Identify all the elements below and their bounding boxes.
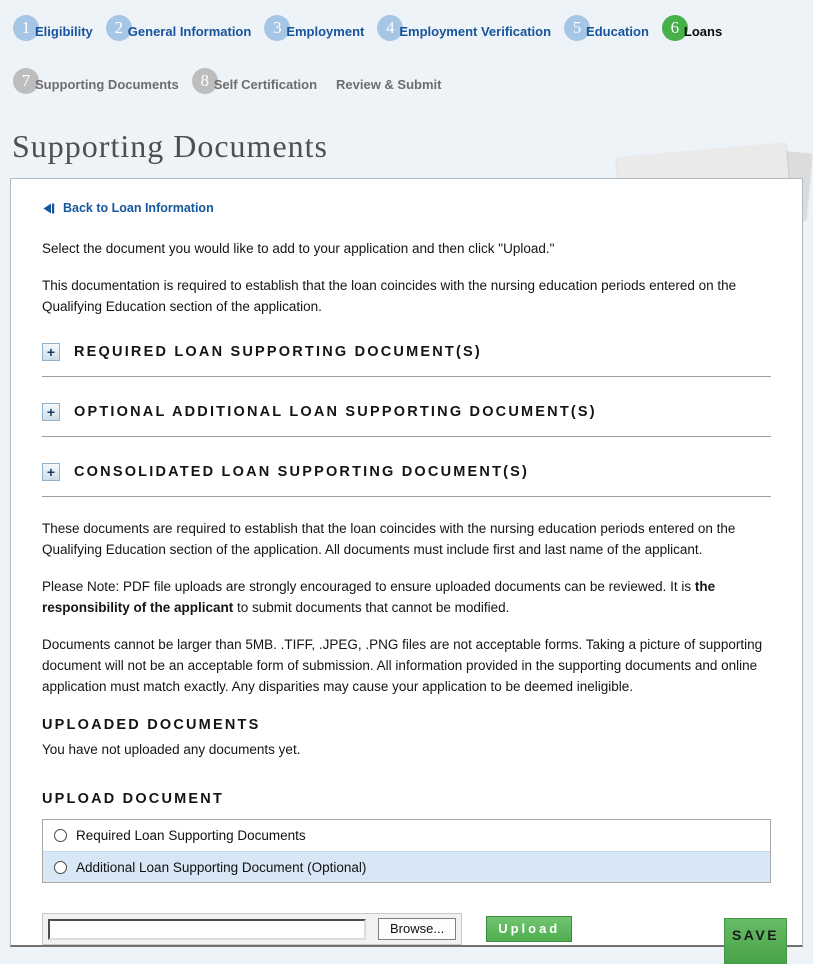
step-label: Self Certification xyxy=(213,77,318,92)
intro-text-2: This documentation is required to establish that the loan coincides with the nursing education periods entered on the Qualifying Education section of the application. xyxy=(42,278,737,314)
requirements-text: These documents are required to establish that the loan coincides with the nursing education periods entered on the Qualifying Education section of the application. All documents must include first and last name of the applicant. xyxy=(42,521,736,557)
radio-icon[interactable] xyxy=(54,829,67,842)
step-number-badge: 2 xyxy=(106,15,132,41)
step-self-certification[interactable] xyxy=(192,68,317,94)
step-label: Education xyxy=(586,24,649,39)
section-divider xyxy=(42,436,771,437)
save-button[interactable]: SAVE xyxy=(724,918,787,964)
section-optional-additional-documents xyxy=(42,403,771,437)
section-title: OPTIONAL ADDITIONAL LOAN SUPPORTING DOCUMENT(S) xyxy=(74,404,597,420)
step-number-badge: 7 xyxy=(13,68,39,94)
back-to-loan-information-link[interactable] xyxy=(42,201,214,215)
option-label: Additional Loan Supporting Document (Optional) xyxy=(76,859,367,875)
step-number-badge: 5 xyxy=(564,15,590,41)
file-path-input[interactable] xyxy=(48,919,366,940)
section-consolidated-loan-documents xyxy=(42,463,771,497)
option-label: Required Loan Supporting Documents xyxy=(76,828,306,843)
section-divider xyxy=(42,376,771,377)
section-required-loan-documents xyxy=(42,343,771,377)
document-type-option-box xyxy=(42,819,771,883)
upload-button[interactable]: Upload xyxy=(486,916,572,942)
step-number-badge: 8 xyxy=(192,68,218,94)
step-loans[interactable] xyxy=(662,15,722,41)
step-general-information[interactable] xyxy=(106,15,252,41)
file-upload-row xyxy=(42,913,771,945)
section-title: REQUIRED LOAN SUPPORTING DOCUMENT(S) xyxy=(74,344,482,360)
please-note-bold: the responsibility of the applicant xyxy=(42,579,716,615)
upload-document-heading: UPLOAD DOCUMENT xyxy=(42,791,225,807)
expand-plus-icon[interactable]: + xyxy=(42,463,60,481)
page-title: Supporting Documents xyxy=(12,128,328,164)
step-label: Review & Submit xyxy=(336,77,442,92)
step-row-2 xyxy=(13,68,813,94)
step-row-1 xyxy=(13,15,813,41)
step-review-submit[interactable] xyxy=(330,77,441,94)
supporting-documents-panel xyxy=(10,178,803,947)
uploaded-documents-heading: UPLOADED DOCUMENTS xyxy=(42,717,261,733)
section-title: CONSOLIDATED LOAN SUPPORTING DOCUMENT(S) xyxy=(74,464,530,480)
expand-plus-icon[interactable]: + xyxy=(42,403,60,421)
step-number-badge: 3 xyxy=(264,15,290,41)
please-note-text xyxy=(42,576,771,618)
step-number-badge: 6 xyxy=(662,15,688,41)
step-label: Eligibility xyxy=(35,24,93,39)
option-additional-loan-document[interactable] xyxy=(43,851,770,882)
browse-button[interactable]: Browse... xyxy=(378,918,456,940)
step-label: Employment xyxy=(286,24,365,39)
please-note-prefix: Please Note: PDF file uploads are strongly encouraged to ensure uploaded documents can be reviewed. It is xyxy=(42,579,695,594)
section-divider xyxy=(42,496,771,497)
please-note-suffix: to submit documents that cannot be modified. xyxy=(233,600,510,615)
step-employment[interactable] xyxy=(264,15,364,41)
collapsible-sections xyxy=(42,343,771,497)
back-link-label: Back to Loan Information xyxy=(63,201,214,215)
expand-plus-icon[interactable]: + xyxy=(42,343,60,361)
option-required-loan-documents[interactable] xyxy=(43,820,770,851)
file-picker-widget xyxy=(42,913,462,945)
step-supporting-documents[interactable] xyxy=(13,68,179,94)
step-employment-verification[interactable] xyxy=(377,15,551,41)
uploaded-documents-empty-text: You have not uploaded any documents yet. xyxy=(42,742,301,757)
step-label: Loans xyxy=(683,24,723,39)
step-education[interactable] xyxy=(564,15,649,41)
step-eligibility[interactable] xyxy=(13,15,93,41)
intro-text-1: Select the document you would like to add to your application and then click "Upload." xyxy=(42,241,555,256)
step-label: Employment Verification xyxy=(399,24,552,39)
radio-icon[interactable] xyxy=(54,861,67,874)
step-number-badge: 1 xyxy=(13,15,39,41)
file-restrictions-text: Documents cannot be larger than 5MB. .TIFF, .JPEG, .PNG files are not acceptable forms. Taking a picture of supporting document will not be an acceptable form of submission. All information provided in the supporting documents and online application must match exactly. Any disparities may cause your application to be deemed ineligible. xyxy=(42,637,763,694)
step-wizard xyxy=(0,0,813,94)
step-number-badge: 4 xyxy=(377,15,403,41)
back-arrow-icon xyxy=(42,202,56,215)
step-label: General Information xyxy=(127,24,252,39)
step-label: Supporting Documents xyxy=(35,77,179,92)
